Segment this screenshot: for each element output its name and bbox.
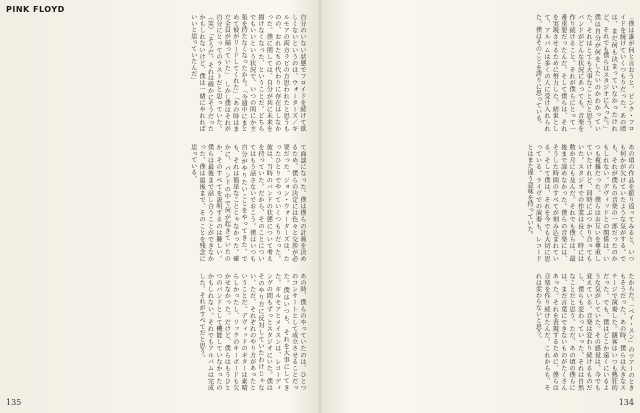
paragraph: あの頃の作品を振り返ってみると、いつも何かが欠けていたような気がする。でも、それが僕らの音楽の一部だったのかもしれない。デヴィッドとの関係は、いつも複雑だった。僕らはお互いを尊重していたけれど、同時にぶつかり合ってもいた。スタジオでの作業は長く、時には数か月にも及んだ。それでも僕らは、最後まで諦めなかった。僕らの音楽には、そうした時間のすべてが刻み込まれている。そして僕は、それを今でも大切に思っている。ライヴでの演奏も、レコードとはまた違う意味を持っていた。 — [526, 143, 634, 262]
paragraph: て面談になった。僕は僕らの計画を決めるため、僕らの決定には色々と交渉が必要だった。ジョン・ウォーターズは、たったひとりでやっていくつもりだった。彼は、当時のバンドの状態について考えを持っていた。だから、そのことについてはもう話さないでおこう。僕はいつも自分がやりたいことをやってきた。でも、それは簡単なことじゃなかった。確かに、バンドの中で何が起きていたのか、そのすべてを説明するのは難しい。僕らは最後まで話し合うことができなかった。僕は最後まで、そのことを残念に思っている。 — [189, 143, 306, 262]
text-column — [6, 144, 306, 262]
running-header: PINK FLOYD — [6, 5, 65, 14]
right-page-text-columns — [334, 14, 634, 391]
page-number: 134 — [618, 398, 634, 407]
text-column — [334, 144, 634, 262]
left-page-text-columns — [6, 14, 306, 391]
text-column — [334, 273, 634, 391]
right-page — [320, 0, 640, 413]
text-column — [6, 14, 306, 132]
paragraph: たからだ。「ベイ・スン」のツアーのときもそうだった。あの時、僕らは大きなステージで演奏した。観客はいつも熱狂的だった。でも、僕はどこか遠くにいるような気がしていた。その感覚は、今でも覚えている。音楽は変わり続けるものだし、僕らも変わっていった。それは自然なことだと思う。ただ、あの頃の僕らには、まだ言葉にできないものがたくさんあった。それを表現するために、僕らは音楽を作り続けたんだ。これからも、それは変わらないと思う。 — [534, 273, 634, 391]
paragraph: 自分のいない状態でフロイドを続けて欲しくないというのは、ウォーターズ／ギルモアの両方ラビの方思われたと思うものの、おれたちの代わりに存在はしなかった。僕に関しては、自分が共に未来を描けなくなった、ということだ。どちらでもいいという状況で、いつの間にか主張を持たなくなったから。「今週中にまとめて彼がリードしてくれた」「あの時はまだ全員が揃っていた」 しかし僕はそれが自分にとってのラストだと思っていた。（笑）「そうだ。それは確かにそうだったかもしれないけど、僕は一緒にやれればいいと思っていたんだ」 — [189, 14, 306, 132]
paragraph: あの時、僕らのやっていたのは、ひとつのコンサートとして成立させることだった。僕はいつも、それを大事にしてきた。ギルモアとメイスンは、レコーディングの間もずっとスタジオにいた。僕はそのやり方に反対していたわけじゃない。ただ、それぞれのやり方があったということだ。デヴィッドのギターは素晴らしかったし、リックのキーボードも欠かせなかった。だけど、僕らはもうひとつのバンドとして機能していなかったのかもしれない。それでもアルバムは完成した。それがすべてだと思う。 — [198, 273, 306, 391]
text-column — [6, 273, 306, 391]
page-number: 135 — [6, 398, 22, 407]
paragraph: 「僕は誰が何と言おうと、ピンク・フロイドを続けていくつもりだった。あの頃は、まだ何も決まっていなかったけれど、それでも僕らはスタジオに入った。」僕は自分が何をしたいのかわかっていた。それはとても大事なことだと思う。バンドがどんな状況にあっても、音楽を作り続けること。それが僕らにとって一番重要だったんだ。そして僕らは、それを実現させるために努力した。結果として、アルバムは多くの人に受け入れられた。僕はそのことを誇りに思っている。 — [534, 14, 634, 132]
text-column — [334, 14, 634, 132]
